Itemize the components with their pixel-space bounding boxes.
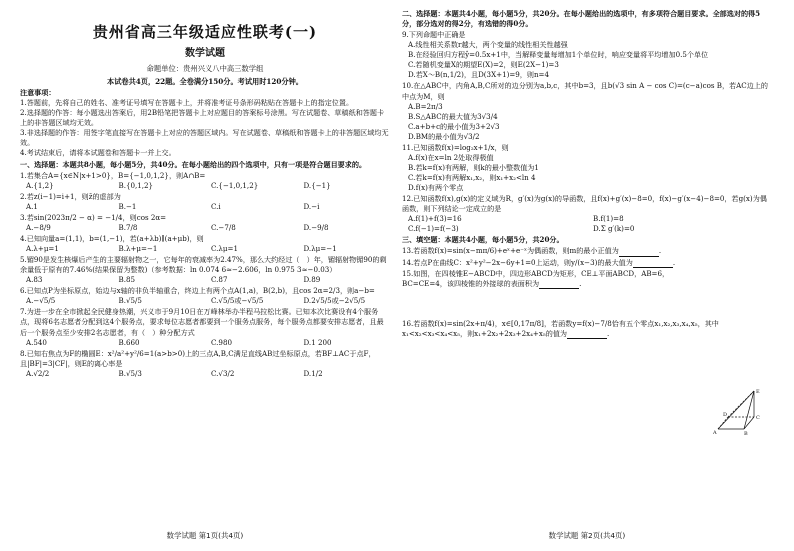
option: C.−7/8: [211, 222, 236, 232]
section-two-heading: 二、选择题：本题共4小题，每小题5分，共20分。在每小题给出的选项中，有多项符合题目要求。全部选对的得5分，部分选对的得2分，有选错的得0分。: [402, 9, 761, 29]
answer-blank: [633, 260, 673, 268]
question-1: 1.若集合A={x∈N|x+1>0}，B={−1,0,1,2}，则A∩B=: [20, 170, 206, 180]
option: A.λ+μ=1: [26, 244, 59, 253]
question-8: 8.已知右焦点为F的椭圆E：x²/a²+y²/6=1(a>b>0)上的三点A,B,C满足直线AB过坐标原点，若BF⊥AC于点F，且|BF|=3|CF|，则E的离心率是: [20, 348, 376, 368]
option: D.Σ g′(k)=0: [593, 224, 635, 234]
option: A.83: [26, 275, 43, 285]
note-item: 1.答题前，先将自己的姓名、准考证号填写在答题卡上，并将准考证号条形码粘贴在答题卡上的指定位置。: [20, 98, 354, 108]
section-three-heading: 三、填空题：本题共4小题，每小题5分，共20分。: [402, 235, 564, 245]
question-14-text: 14.若点P在曲线C：x²+y²−2x−6y+1=0上运动，则y/(x−3)的最大值为: [402, 257, 633, 267]
option: C.若k=f(x)有两解x₁,x₂，则x₁+x₂<ln 4: [408, 173, 536, 182]
option: B.{0,1,2}: [118, 180, 154, 190]
question-3-options: [20, 223, 390, 233]
question-7: 7.为进一步在全市掀起全民健身热潮，兴义市于9月10日在万峰林举办半程马拉松比赛。已知本次比赛设有4个服务点，现将6名志愿者分配到这4个服务点，要求每位志愿者都要到一个服务点服务，每个服务点都要安排志愿者，且最后一个服务点至少安排2名志愿者，有（ ）种分配方式: [20, 307, 384, 337]
option: C.{−1,0,1,2}: [211, 180, 259, 190]
option: A.线性相关系数r越大，两个变量的线性相关性越强: [408, 40, 568, 50]
note-item: 2.选择题的作答：每小题选出答案后，用2B铅笔把答题卡上对应题目的答案标号涂黑。写在试题卷、草稿纸和答题卡上的非答题区域均无效。: [20, 108, 385, 128]
question-4: 4.已知向量a=(1,1)，b=(1,−1)，若(a+λb)∥(a+μb)，则: [20, 233, 204, 243]
notes-heading: 注意事项：: [20, 88, 56, 98]
question-1-options: [20, 181, 390, 191]
option: A.−8/9: [26, 222, 51, 232]
exam-meta: 本试卷共4页，22题。全卷满分150分。考试用时120分钟。: [107, 76, 303, 86]
option: D.89: [303, 275, 321, 285]
label-e: E: [756, 389, 760, 395]
option: C.i: [211, 201, 221, 211]
label-b: B: [744, 431, 748, 437]
question-16-text: 16.若函数f(x)=sin(2x+π/4)，x∈[0,17π/8]，若函数y=f(x)−7/8恰有五个零点x₁,x₂,x₃,x₄,x₅，其中x₁<x₂<x₃<x₄<x₅，则x₁+2x₂+2x₃+2x₄+x₅的值为: [402, 318, 719, 338]
question-5-options: [20, 275, 390, 285]
option: D.BM的最小值为√3/2: [408, 131, 480, 141]
option: C.λμ=1: [211, 244, 238, 253]
question-9: 9.下列命题中正确是: [402, 30, 466, 40]
option: A.{1,2}: [26, 180, 54, 190]
note-item: 3.非选择题的作答：用签字笔直接写在答题卡上对应的答题区域内。写在试题卷、草稿纸和答题卡上的非答题区域均无效。: [20, 128, 389, 148]
page-one: [20, 8, 390, 536]
exam-subtitle: 数学试题: [185, 48, 225, 60]
option: A.f(x)在x=ln 2处取得极值: [408, 152, 494, 162]
exam-title: 贵州省高三年级适应性联考(一): [92, 23, 318, 41]
question-12: 12.已知函数f(x),g(x)的定义域为R，g′(x)为g(x)的导函数，且f(x)+g′(x)−8=0，f(x)−g′(x−4)−8=0，若g(x)为偶函数，则下列结论一定成立的是: [402, 194, 767, 214]
note-item: 4.考试结束后，请将本试题卷和答题卡一并上交。: [20, 148, 176, 158]
option: C.f(−1)=f(−3): [408, 224, 459, 234]
option: D.−9/8: [303, 222, 329, 232]
option: B.S△ABC的最大值为3√3/4: [408, 111, 498, 121]
page-two-footer: 数学试题 第2页(共4页): [548, 531, 626, 540]
question-2: 2.若z(i−1)=i+1，则z̄的虚部为: [20, 191, 121, 201]
option: B.7/8: [118, 222, 138, 232]
option: D.1/2: [303, 368, 323, 378]
question-7-options: [20, 338, 390, 348]
pyramid-figure: [710, 387, 770, 437]
option: B.λ+μ=−1: [118, 244, 158, 253]
option: C.√3/2: [211, 368, 235, 378]
option: B.660: [118, 337, 140, 347]
question-15-text: 15.如图，在四棱锥E−ABCD中，四边形ABCD为矩形，CE⊥平面ABCD，AB=6，BC=CE=4，该四棱锥的外接球的表面积为: [402, 268, 670, 288]
question-3: 3.若sin(2023π/2 − α) = −1/4，则cos 2α=: [20, 212, 167, 222]
option: C.980: [211, 337, 232, 347]
question-13: 13.若函数f(x)=sin(x−mπ/6)+eˣ+e⁻ˣ为偶函数，则m的最小正值为 .: [402, 246, 662, 256]
question-10: 10.在△ABC中，内角A,B,C所对的边分别为a,b,c，其中b=3，且b(√3 sin A − cos C)=(c−a)cos B，若AC边上的中点为M，则: [402, 81, 768, 101]
exam-author: 命题单位：贵州兴义八中高三数学组: [146, 64, 264, 74]
option: A.f(1)+f(3)=16: [408, 214, 462, 224]
question-16: 16.若函数f(x)=sin(2x+π/4)，x∈[0,17π/8]，若函数y=f(x)−7/8恰有五个零点x₁,x₂,x₃,x₄,x₅，其中x₁<x₂<x₃<x₄<x₅，则x₁+2x₂+2x₃+2x₄+x₅的值为 .: [402, 318, 719, 338]
option: D.−i: [303, 201, 320, 211]
option: C.a+b+c的最小值为3+2√3: [408, 121, 500, 131]
question-5: 5.镅90是发生核爆后产生的主要辐射物之一，它每年的衰减率为2.47%，那么大约经过（ ）年，镅辐射物镅90的剩余量低于原有的7.46%(结果保留为整数)（参考数据：ln 0.074 6≈−2.606，ln 0.975 3≈−0.03）: [20, 255, 387, 275]
option: B.85: [118, 275, 135, 285]
option: C.87: [211, 275, 228, 285]
option: C.若随机变量X的期望E(X)=2，则E(2X−1)=3: [408, 60, 559, 70]
option: A.1: [26, 201, 38, 211]
question-12-options: [402, 214, 772, 234]
option: B.若k=f(x)有两解，则k的最小整数值为1: [408, 162, 539, 172]
question-14: 14.若点P在曲线C：x²+y²−2x−6y+1=0上运动，则y/(x−3)的最大值为 .: [402, 257, 676, 267]
option: A.540: [26, 337, 47, 347]
option: D.2√5/5或−2√5/5: [303, 296, 366, 306]
label-d: D: [723, 412, 728, 418]
question-8-options: [20, 369, 390, 379]
page-one-footer: 数学试题 第1页(共4页): [166, 531, 244, 540]
page-two: [402, 8, 772, 536]
label-a: A: [713, 430, 717, 436]
option: B.在经验回归方程ŷ=0.5x+1中，当解释变量每增加1个单位时，响应变量将平均增加0.5个单位: [408, 50, 709, 60]
option: B.−1: [118, 201, 137, 211]
question-2-options: [20, 202, 390, 212]
option: D.若X～B(n,1/2)，且D(3X+1)=9，则n=4: [408, 70, 550, 80]
option: C.√5/5或−√5/5: [211, 296, 264, 306]
question-13-text: 13.若函数f(x)=sin(x−mπ/6)+eˣ+e⁻ˣ为偶函数，则m的最小正值为: [402, 246, 619, 256]
option: D.{−1}: [303, 180, 331, 190]
question-11: 11.已知函数f(x)=log₂x+1/x，则: [402, 142, 509, 152]
option: A.−√5/5: [26, 296, 56, 306]
question-4-options: [20, 244, 390, 254]
option: B.√5/5: [118, 296, 142, 306]
question-6-options: [20, 296, 390, 306]
option: D.λμ=−1: [303, 244, 337, 253]
option: A.B=2π/3: [408, 101, 443, 111]
option: A.√2/2: [26, 368, 50, 378]
label-c: C: [756, 415, 760, 421]
answer-blank: [567, 331, 607, 339]
question-6: 6.已知点P为坐标原点，始边与x轴的非负半轴重合，终边上有两个点A(1,a)，B(2,b)，且cos 2α=2/3，则a−b=: [20, 286, 375, 296]
answer-blank: [619, 249, 659, 257]
section-one-heading: 一、选择题：本题共8小题，每小题5分，共40分。在每小题给出的四个选项中，只有一项是符合题目要求的。: [20, 159, 367, 169]
option: B.f(1)=8: [593, 214, 624, 224]
answer-blank: [539, 281, 579, 289]
option: D.f(x)有两个零点: [408, 183, 464, 193]
question-15: 15.如图，在四棱锥E−ABCD中，四边形ABCD为矩形，CE⊥平面ABCD，AB=6，BC=CE=4，该四棱锥的外接球的表面积为 .: [402, 268, 670, 288]
option: D.1 200: [303, 337, 332, 347]
option: B.√5/3: [118, 368, 142, 378]
